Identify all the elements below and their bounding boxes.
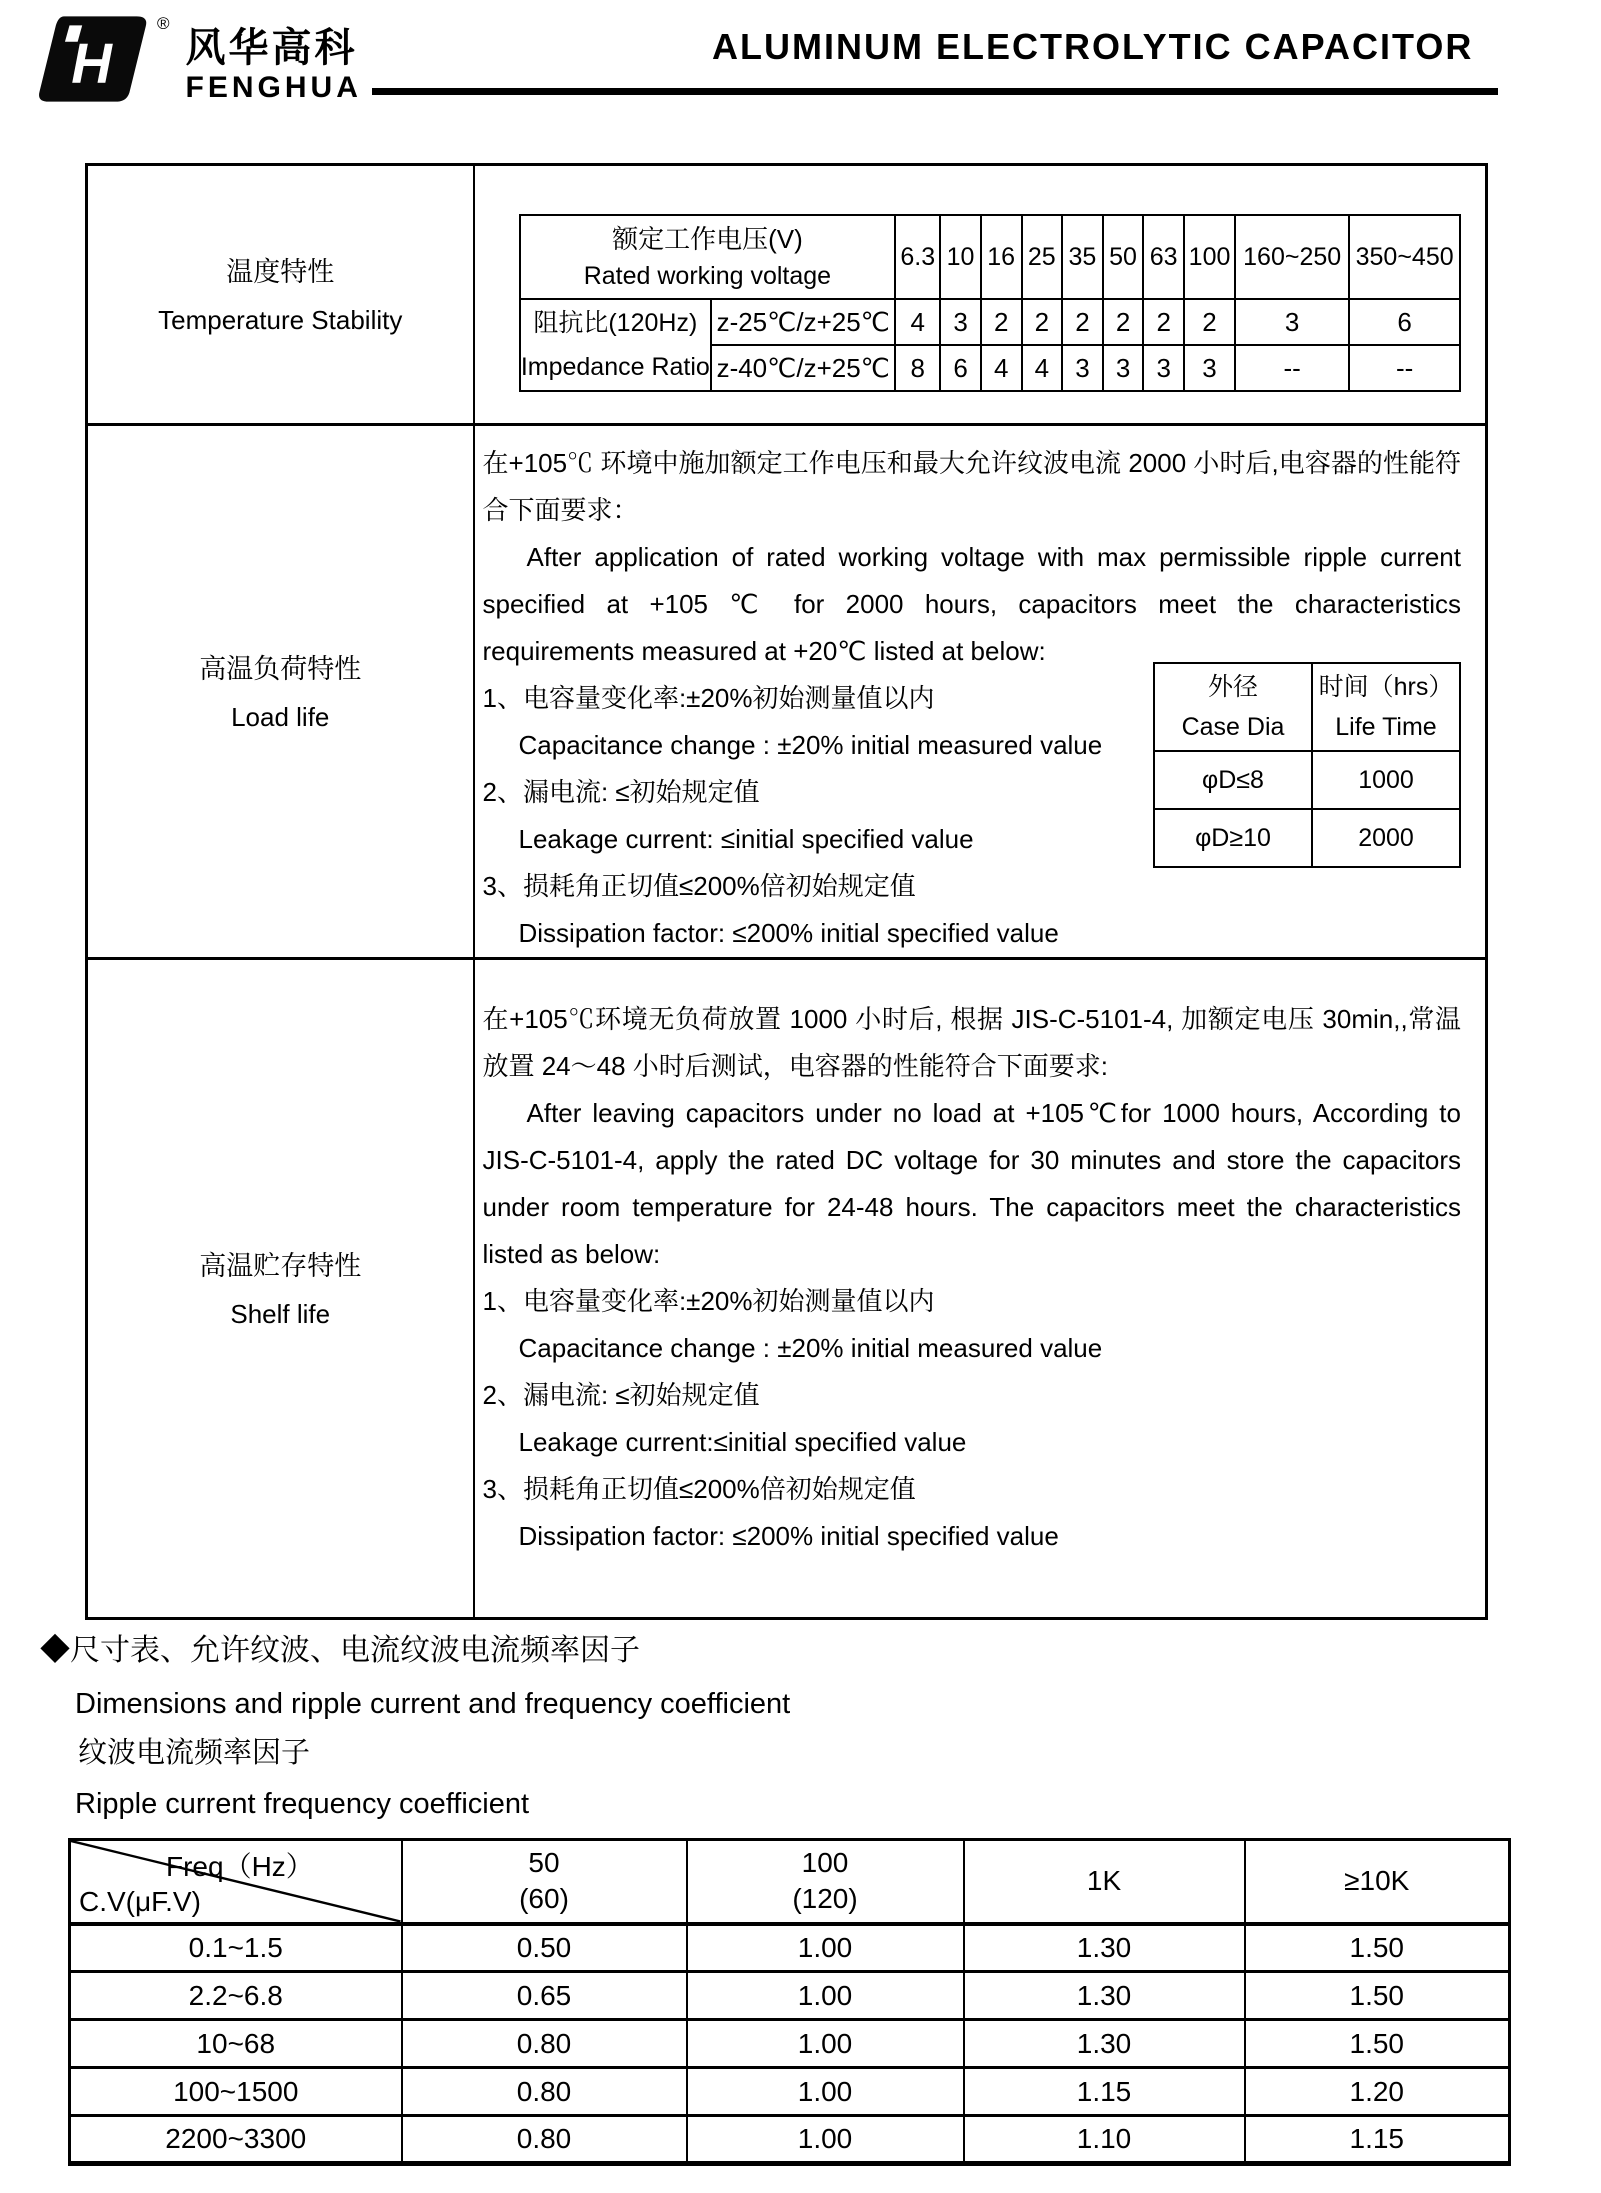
impedance-label-en: Impedance Ratio bbox=[520, 353, 710, 381]
case-dia-cell: φD≤8 bbox=[1154, 751, 1312, 809]
impedance-value-cell: 2 bbox=[1143, 299, 1184, 345]
list-item: Capacitance change : ±20% initial measured value bbox=[518, 730, 1103, 760]
life-time-zh: 时间（hrs） bbox=[1318, 673, 1454, 701]
impedance-value-cell: 3 bbox=[1235, 299, 1349, 345]
impedance-value-cell: 2 bbox=[1184, 299, 1235, 345]
coefficient-cell: 1.30 bbox=[964, 1924, 1245, 1972]
freq-cv-corner-cell bbox=[70, 1840, 402, 1924]
freq-header-line: 100 bbox=[801, 1847, 849, 1879]
freq-header-line: (120) bbox=[792, 1883, 858, 1915]
registered-trademark-icon: ® bbox=[157, 14, 170, 33]
table-row bbox=[70, 1972, 1510, 2020]
load-life-content bbox=[474, 425, 1487, 959]
coefficient-cell: 1.10 bbox=[964, 2116, 1245, 2164]
row-label-en: Temperature Stability bbox=[158, 304, 403, 335]
list-item: Leakage current: ≤initial specified value bbox=[518, 824, 974, 854]
section-subheading-zh: 纹波电流频率因子 bbox=[78, 1737, 311, 1769]
row-label-shelf-life bbox=[87, 959, 474, 1619]
coefficient-cell: 1.00 bbox=[687, 2068, 964, 2116]
coefficient-cell: 1.30 bbox=[964, 2020, 1245, 2068]
row-label-en: Load life bbox=[231, 701, 330, 732]
shelf-life-paragraph-zh: 在+105℃环境无负荷放置 1000 小时后, 根据 JIS-C-5101-4, 加额定电压 30min,,常温放置 24～48 小时后测试，电容器的性能符合下面要求: bbox=[482, 1004, 1461, 1081]
brand-name-zh: 风华高科 bbox=[185, 26, 358, 70]
impedance-value-cell: 3 bbox=[1062, 345, 1103, 391]
section-headings bbox=[40, 1628, 790, 1826]
row-label-zh: 温度特性 bbox=[226, 256, 335, 287]
voltage-header-cell: 6.3 bbox=[895, 215, 940, 299]
list-item: Dissipation factor: ≤200% initial specified value bbox=[518, 918, 1059, 948]
shelf-life-content bbox=[474, 959, 1487, 1619]
impedance-value-cell: 6 bbox=[940, 345, 981, 391]
life-time-table bbox=[1153, 662, 1461, 868]
impedance-value-cell: -- bbox=[1235, 345, 1349, 391]
freq-header-line: (60) bbox=[519, 1883, 569, 1915]
coefficient-cell: 0.80 bbox=[402, 2020, 687, 2068]
coefficient-cell: 1.30 bbox=[964, 1972, 1245, 2020]
freq-column-header bbox=[402, 1840, 687, 1924]
voltage-header-cell: 10 bbox=[940, 215, 981, 299]
header-logo bbox=[35, 12, 362, 106]
header-divider bbox=[372, 88, 1498, 95]
impedance-value-cell: 6 bbox=[1349, 299, 1460, 345]
load-life-paragraph-zh: 在+105℃ 环境中施加额定工作电压和最大允许纹波电流 2000 小时后,电容器的性能符合下面要求： bbox=[482, 448, 1461, 525]
list-item: Leakage current:≤initial specified value bbox=[518, 1427, 967, 1457]
impedance-value-cell: 3 bbox=[1103, 345, 1144, 391]
freq-header-line: 1K bbox=[1086, 1865, 1122, 1897]
voltage-header-cell: 16 bbox=[981, 215, 1022, 299]
coefficient-cell: 1.50 bbox=[1245, 1924, 1510, 1972]
table-row bbox=[1154, 663, 1460, 751]
impedance-label-zh: 阻抗比(120Hz) bbox=[533, 309, 698, 337]
impedance-ratio-label bbox=[520, 299, 712, 391]
cv-range-cell: 0.1~1.5 bbox=[70, 1924, 402, 1972]
life-time-cell: 1000 bbox=[1312, 751, 1460, 809]
voltage-header-cell: 25 bbox=[1022, 215, 1063, 299]
impedance-value-cell: -- bbox=[1349, 345, 1460, 391]
condition-cell: z-40℃/z+25℃ bbox=[711, 345, 895, 391]
characteristics-table bbox=[85, 163, 1488, 1620]
list-item: Capacitance change : ±20% initial measured value bbox=[518, 1333, 1103, 1363]
freq-header-line: 50 bbox=[528, 1847, 560, 1879]
coefficient-cell: 1.00 bbox=[687, 1972, 964, 2020]
table-row bbox=[1154, 809, 1460, 867]
table-row bbox=[70, 2068, 1510, 2116]
shelf-life-paragraph-en: After leaving capacitors under no load at +105℃for 1000 hours, According to JIS-C-5101-4, apply the rated DC voltage for 30 minutes and store the capacitors under room temperature for 24-48 hours. The capacitors meet the characteristics listed as below: bbox=[482, 1098, 1461, 1269]
list-item: 1、电容量变化率:±20%初始测量值以内 bbox=[482, 683, 935, 713]
case-dia-header bbox=[1154, 663, 1312, 751]
voltage-header-cell: 100 bbox=[1184, 215, 1235, 299]
load-life-paragraph-en: After application of rated working voltage with max permissible ripple current specified at +105 ℃ for 2000 hours, capacitors meet the characteristics requirements measured at +20℃ listed at below: bbox=[482, 542, 1461, 666]
cv-range-cell: 2.2~6.8 bbox=[70, 1972, 402, 2020]
impedance-ratio-table bbox=[519, 214, 1462, 392]
rated-voltage-en: Rated working voltage bbox=[583, 262, 832, 290]
table-row bbox=[87, 425, 1487, 959]
coefficient-cell: 1.00 bbox=[687, 2020, 964, 2068]
characteristics-table-wrap bbox=[85, 163, 1488, 1620]
table-row bbox=[520, 215, 1461, 299]
cv-range-cell: 10~68 bbox=[70, 2020, 402, 2068]
table-row bbox=[520, 299, 1461, 345]
row-label-load-life bbox=[87, 425, 474, 959]
freq-column-header bbox=[687, 1840, 964, 1924]
corner-cv-label: C.V(μF.V) bbox=[79, 1885, 201, 1917]
list-item: 3、损耗角正切值≤200%倍初始规定值 bbox=[482, 1474, 916, 1504]
impedance-value-cell: 4 bbox=[981, 345, 1022, 391]
table-row bbox=[70, 1840, 1510, 1924]
voltage-header-cell: 350~450 bbox=[1349, 215, 1460, 299]
table-row bbox=[87, 959, 1487, 1619]
table-row bbox=[70, 2116, 1510, 2164]
voltage-header-cell: 63 bbox=[1143, 215, 1184, 299]
impedance-value-cell: 2 bbox=[1022, 299, 1063, 345]
cv-range-cell: 100~1500 bbox=[70, 2068, 402, 2116]
freq-column-header bbox=[1245, 1840, 1510, 1924]
condition-cell: z-25℃/z+25℃ bbox=[711, 299, 895, 345]
impedance-value-cell: 2 bbox=[1103, 299, 1144, 345]
life-time-en: Life Time bbox=[1335, 713, 1437, 741]
case-dia-zh: 外径 bbox=[1207, 673, 1258, 701]
voltage-header-cell: 35 bbox=[1062, 215, 1103, 299]
temperature-stability-content bbox=[474, 165, 1487, 425]
frequency-coefficient-table bbox=[68, 1838, 1511, 2166]
coefficient-cell: 1.00 bbox=[687, 2116, 964, 2164]
list-item: 1、电容量变化率:±20%初始测量值以内 bbox=[482, 1286, 935, 1316]
impedance-value-cell: 2 bbox=[1062, 299, 1103, 345]
corner-freq-label: Freq（Hz） bbox=[166, 1851, 314, 1882]
impedance-value-cell: 8 bbox=[895, 345, 940, 391]
fenghua-logo-icon bbox=[35, 12, 153, 106]
coefficient-cell: 0.80 bbox=[402, 2068, 687, 2116]
row-label-en: Shelf life bbox=[230, 1298, 331, 1329]
voltage-header-cell: 160~250 bbox=[1235, 215, 1349, 299]
coefficient-cell: 1.15 bbox=[964, 2068, 1245, 2116]
life-time-cell: 2000 bbox=[1312, 809, 1460, 867]
coefficient-cell: 1.15 bbox=[1245, 2116, 1510, 2164]
table-row bbox=[70, 2020, 1510, 2068]
section-heading-en: Dimensions and ripple current and frequency coefficient bbox=[75, 1688, 791, 1720]
page-title: ALUMINUM ELECTROLYTIC CAPACITOR bbox=[712, 26, 1474, 67]
freq-column-header bbox=[964, 1840, 1245, 1924]
row-label-temperature-stability bbox=[87, 165, 474, 425]
list-item: 2、漏电流: ≤初始规定值 bbox=[482, 777, 760, 807]
shelf-life-items bbox=[483, 1278, 1462, 1560]
brand-name-en: FENGHUA bbox=[185, 71, 362, 104]
rated-voltage-zh: 额定工作电压(V) bbox=[612, 224, 803, 254]
coefficient-cell: 1.50 bbox=[1245, 2020, 1510, 2068]
section-subheading-en: Ripple current frequency coefficient bbox=[75, 1788, 530, 1820]
case-dia-en: Case Dia bbox=[1181, 713, 1285, 741]
row-label-zh: 高温负荷特性 bbox=[199, 653, 362, 684]
impedance-value-cell: 2 bbox=[981, 299, 1022, 345]
coefficient-cell: 1.00 bbox=[687, 1924, 964, 1972]
impedance-value-cell: 3 bbox=[940, 299, 981, 345]
coefficient-cell: 1.50 bbox=[1245, 1972, 1510, 2020]
cv-range-cell: 2200~3300 bbox=[70, 2116, 402, 2164]
list-item: 2、漏电流: ≤初始规定值 bbox=[482, 1380, 760, 1410]
coefficient-cell: 1.20 bbox=[1245, 2068, 1510, 2116]
coefficient-cell: 0.80 bbox=[402, 2116, 687, 2164]
coefficient-cell: 0.50 bbox=[402, 1924, 687, 1972]
table-row bbox=[1154, 751, 1460, 809]
coefficient-cell: 0.65 bbox=[402, 1972, 687, 2020]
list-item: 3、损耗角正切值≤200%倍初始规定值 bbox=[482, 871, 916, 901]
life-time-header bbox=[1312, 663, 1460, 751]
list-item: Dissipation factor: ≤200% initial specified value bbox=[518, 1521, 1059, 1551]
row-label-zh: 高温贮存特性 bbox=[199, 1250, 362, 1281]
table-row bbox=[70, 1924, 1510, 1972]
svg-text:H: H bbox=[71, 31, 112, 95]
impedance-value-cell: 3 bbox=[1184, 345, 1235, 391]
freq-header-line: ≥10K bbox=[1344, 1865, 1410, 1897]
section-heading-zh: ◆尺寸表、允许纹波、电流纹波电流频率因子 bbox=[40, 1634, 640, 1667]
voltage-header-cell: 50 bbox=[1103, 215, 1144, 299]
table-row bbox=[87, 165, 1487, 425]
rated-voltage-header bbox=[520, 215, 896, 299]
impedance-value-cell: 4 bbox=[1022, 345, 1063, 391]
impedance-value-cell: 4 bbox=[895, 299, 940, 345]
brand-block bbox=[186, 12, 362, 106]
impedance-value-cell: 3 bbox=[1143, 345, 1184, 391]
case-dia-cell: φD≥10 bbox=[1154, 809, 1312, 867]
